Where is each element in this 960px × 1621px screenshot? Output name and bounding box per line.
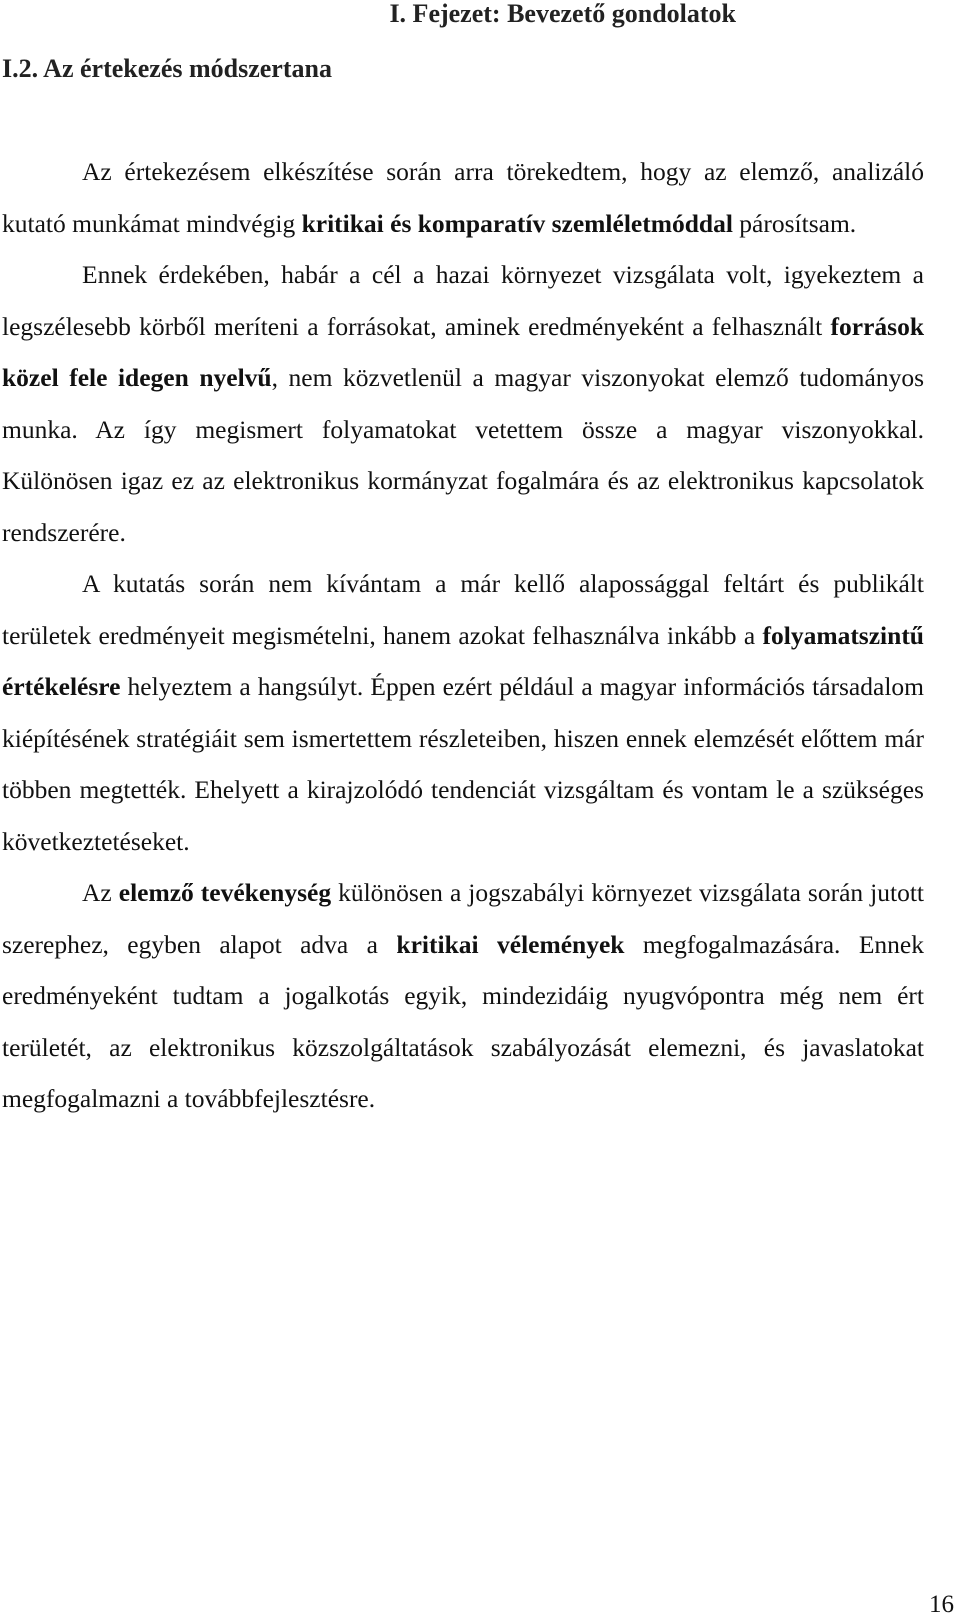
paragraph-text: Az értekezésem elkészítése során arra törekedtem, hogy az elemző, analizáló kutató munkámat mindvégig: [2, 157, 924, 238]
emphasis-text: források közel fele idegen nyelvű: [2, 311, 924, 392]
paragraph-text: különösen a jogszabályi környezet vizsgálata során jutott szerephez, egyben alapot adva a: [2, 878, 924, 959]
emphasis-text: folyamatszintű értékelésre: [2, 620, 924, 701]
emphasis-text: kritikai vélemények: [396, 929, 625, 959]
paragraph-text: megfogalmazására. Ennek eredményeként tudtam a jogalkotás egyik, mindezidáig nyugvópontra még nem ért területét, az elektronikus közszolgáltatások szabályozását elemezni, és javaslatokat megfogalmazni a továbbfejlesztésre.: [2, 929, 924, 1113]
paragraph-text: Az: [82, 878, 119, 907]
paragraph-text: A kutatás során nem kívántam a már kellő alapossággal feltárt és publikált területek eredményeit megismételni, hanem azokat felhasználva inkább a: [2, 569, 924, 650]
page-number: 16: [929, 1591, 954, 1618]
emphasis-text: kritikai és komparatív szemléletmóddal: [301, 208, 733, 238]
chapter-header: I. Fejezet: Bevezető gondolatok: [389, 0, 736, 28]
body-text: [2, 146, 924, 1125]
section-title: I.2. Az értekezés módszertana: [2, 54, 332, 83]
paragraph-2: [2, 249, 924, 558]
emphasis-text: elemző tevékenység: [118, 878, 332, 907]
paragraph-3: [2, 558, 924, 867]
paragraph-text: helyeztem a hangsúlyt. Éppen ezért például a magyar információs társadalom kiépítésének stratégiáit sem ismertettem részleteiben, hiszen ennek elemzését előttem már többen megtették. Ehelyett a kirajzolódó tendenciát vizsgáltam és vontam le a szükséges következtetéseket.: [2, 672, 924, 856]
paragraph-text: Ennek érdekében, habár a cél a hazai környezet vizsgálata volt, igyekeztem a legszélesebb körből meríteni a forrásokat, aminek eredményeként a felhasznált: [2, 260, 924, 341]
paragraph-text: , nem közvetlenül a magyar viszonyokat elemző tudományos munka. Az így megismert folyamatokat vetettem össze a magyar viszonyokkal. Különösen igaz ez az elektronikus kormányzat fogalmára és az elektronikus kapcsolatok rendszerére.: [2, 363, 925, 547]
paragraph-1: [2, 146, 924, 249]
paragraph-text: párosítsam.: [732, 208, 857, 238]
paragraph-4: [2, 867, 924, 1125]
